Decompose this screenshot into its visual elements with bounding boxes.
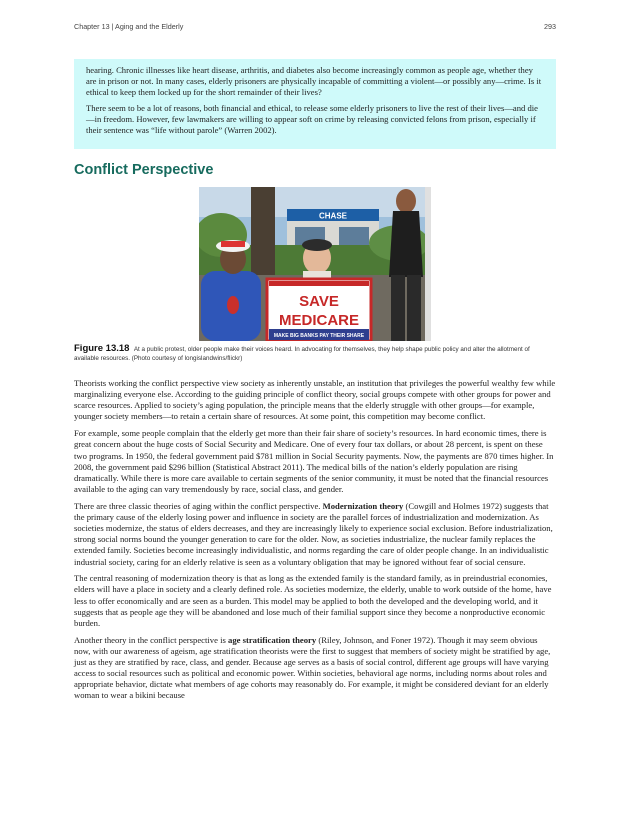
page-number: 293 xyxy=(544,22,556,31)
bank-sign-text: CHASE xyxy=(318,211,348,221)
section-heading: Conflict Perspective xyxy=(74,162,214,178)
feature-callout-box xyxy=(74,59,556,149)
save-medicare-sign xyxy=(267,279,371,341)
callout-paragraph-2: There seem to be a lot of reasons, both financial and ethical, to release some elderly prisoners to live the rest of their lives—and die—in freedom. However, few lawmakers are willing to appear soft on crime by releasing convicted felons from prison, especially if their sentence was “life without parole” (Warren 2002). xyxy=(86,102,538,136)
paragraph-3 xyxy=(74,501,556,568)
callout-paragraph-1: hearing. Chronic illnesses like heart disease, arthritis, and diabetes also become increasingly common as people age, whether they are in prison or not. In many cases, elderly prisoners are physically incapable of committing a violent—or possibly any—crime. Is it ethical to keep them locked up for the short remainder of their lives? xyxy=(86,65,542,98)
protest-photo-illustration xyxy=(199,187,431,341)
chapter-title: Chapter 13 | Aging and the Elderly xyxy=(74,22,184,31)
age-stratification-theory-term: age stratification theory xyxy=(228,634,317,645)
figure-caption-text: At a public protest, older people make their voices heard. In advocating for themselves, they help shape public policy and alter the allotment of available resources. (Photo courtesy of longislandwins/flickr) xyxy=(74,346,530,362)
paragraph-3-intro: There are three classic theories of aging within the conflict perspective. xyxy=(74,500,323,511)
sign-line-medicare: MEDICARE xyxy=(278,312,360,329)
paragraph-5-intro: Another theory in the conflict perspective is xyxy=(74,634,229,645)
sign-line-slogan: MAKE BIG BANKS PAY THEIR SHARE xyxy=(273,333,365,339)
paragraph-5 xyxy=(74,635,556,702)
sign-line-save: SAVE xyxy=(299,293,339,310)
figure-label: Figure 13.18 xyxy=(74,343,130,354)
paragraph-4: The central reasoning of modernization theory is that as long as the extended family is the standard family, as in preindustrial economies, elders will have a place in society and a clearly defined role. As societies modernize, the elderly, unable to work outside of the home, have less to offer economically and are seen as a burden. This model may be applied to both the developed and the developing world, and it suggests that as people age they will be abandoned and lose much of their familial support since they become a nonproductive economic burden. xyxy=(74,573,552,628)
paragraph-5-body: (Riley, Johnson, and Foner 1972). Though it may seem obvious now, with our awareness of ageism, age stratification theorists were the first to suggest that members of society might be stratified by age, just as they are stratified by race, class, and gender. Because age serves as a basis of social control, different age groups will have varying access to social resources such as political and economic power. Within societies, behavioral age norms, including norms about roles and appropriate behavior, dictate what members of age cohorts may reasonably do. For example, it might be considered deviant for an elderly woman to wear a bikini because xyxy=(74,634,551,701)
paragraph-1: Theorists working the conflict perspective view society as inherently unstable, an institution that privileges the powerful wealthy few while marginalizing everyone else. According to the guiding principle of conflict theory, social groups compete with other groups for power and scarce resources. Applied to society’s aging population, the principle means that the elderly struggle with other groups—for example, younger society members—to retain a certain share of resources. At some point, this competition may become conflict. xyxy=(74,378,556,422)
protest-photo xyxy=(199,187,431,341)
body-text xyxy=(74,378,556,707)
page-header xyxy=(74,22,556,31)
figure-caption xyxy=(74,345,556,363)
paragraph-3-body: (Cowgill and Holmes 1972) suggests that the primary cause of the elderly losing power and influence in society are the parallel forces of industrialization and modernization. As societies modernize, the status of elders decreases, and they are increasingly likely to experience social exclusion. Before industrialization, strong social norms bound the younger generation to care for the older. Now, as societies industrialize, the nuclear family replaces the extended family. Societies become increasingly individualistic, and norms regarding the care of older people change. In an individualistic industrial society, caring for an elderly relative is seen as a voluntary obligation that may be ignored without fear of social censure. xyxy=(74,500,553,567)
modernization-theory-term: Modernization theory xyxy=(322,500,404,511)
paragraph-2: For example, some people complain that the elderly get more than their fair share of society’s resources. In hard economic times, there is great concern about the huge costs of Social Security and Medicare. One of every four tax dollars, or about 28 percent, is spent on these two programs. In 1950, the federal government paid $781 million in Social Security payments. Now, the payments are 870 times higher. In 2008, the government paid $296 billion (Statistical Abstract 2011). The medical bills of the nation’s elderly population are rising dramatically. While there is more care available to certain segments of the senior community, it must be noted that the financial resources available to the aging can vary tremendously by race, social class, and gender. xyxy=(74,428,554,494)
